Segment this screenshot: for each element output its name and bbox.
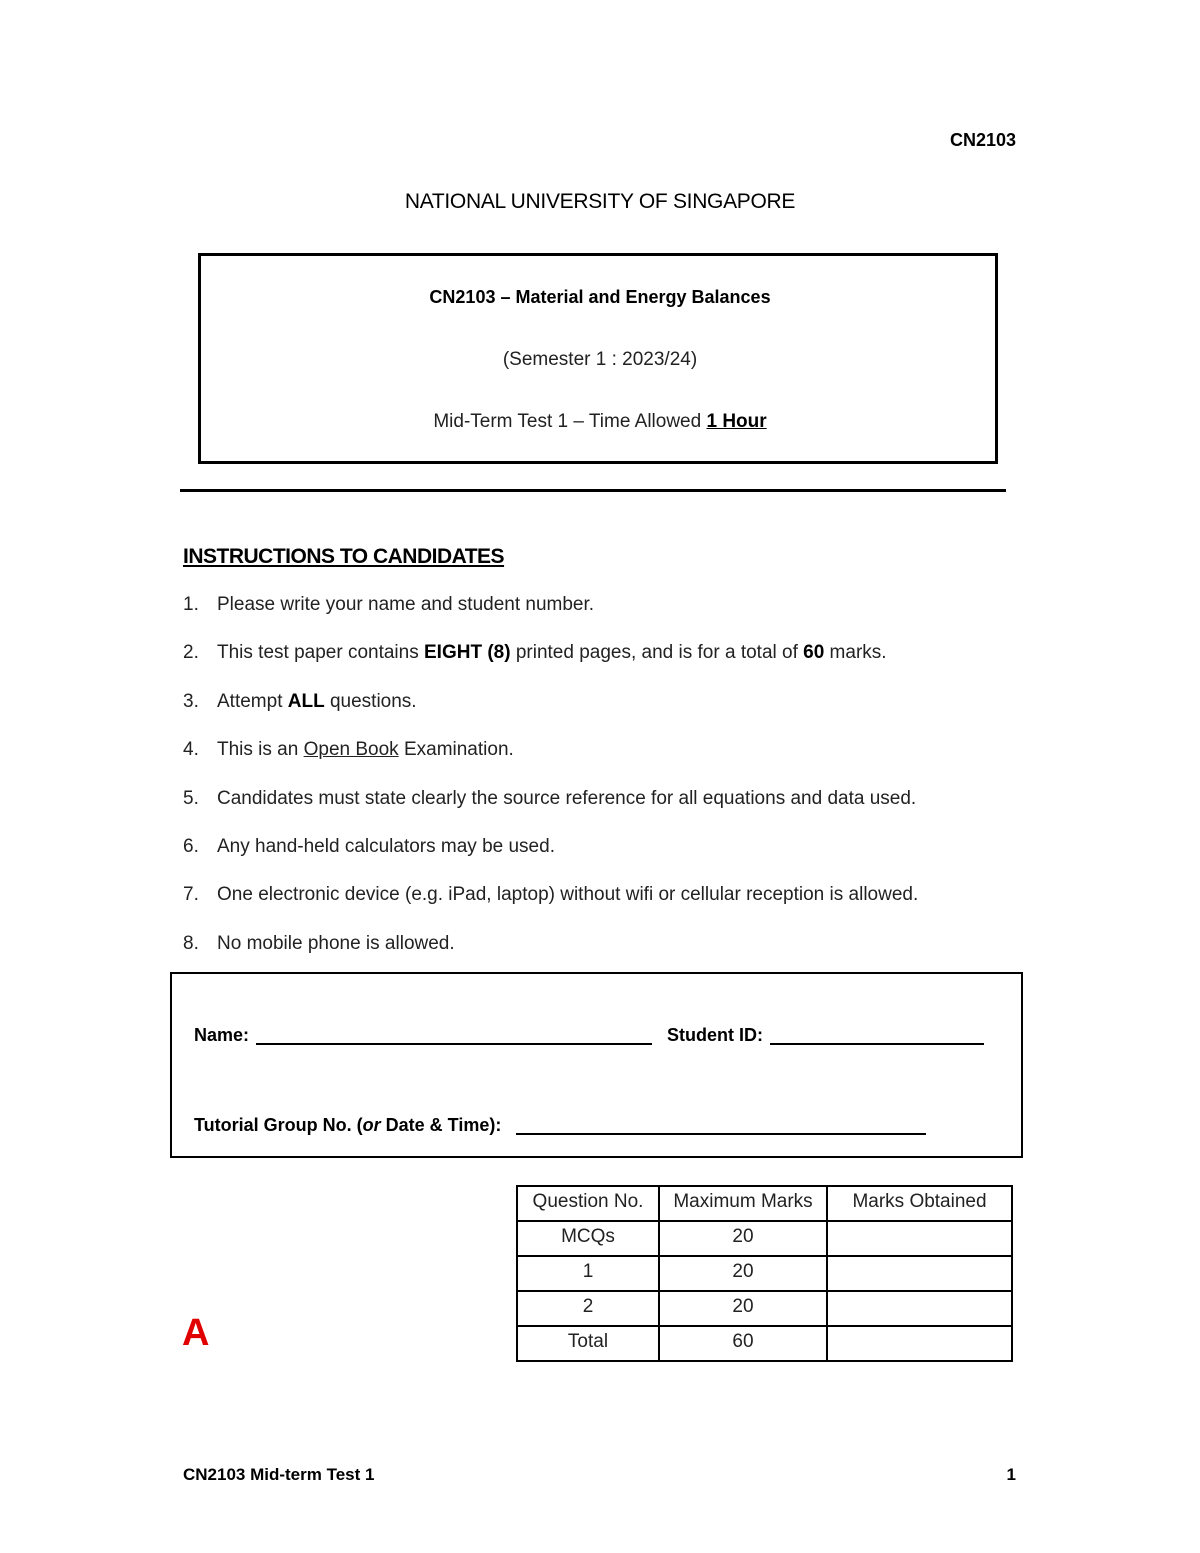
instruction-text: Examination. [398,739,514,761]
header-marks-obtained: Marks Obtained [827,1186,1012,1221]
total-obtained-cell[interactable] [827,1326,1012,1361]
footer-title: CN2103 Mid-term Test 1 [183,1465,375,1484]
test-duration [0,411,1200,433]
page-number: 1 [1006,1465,1016,1484]
test-duration-prefix: Mid-Term Test 1 – Time Allowed [433,411,707,432]
instruction-item [183,836,918,884]
instructions-heading: INSTRUCTIONS TO CANDIDATES [183,545,505,568]
question-cell: 2 [517,1291,659,1326]
instruction-text: This is an [217,739,304,761]
instruction-item [183,691,918,739]
max-marks-cell: 20 [659,1256,827,1291]
semester-label: (Semester 1 : 2023/24) [502,349,698,370]
total-max-marks-cell: 60 [659,1326,827,1361]
instruction-text: This test paper contains [217,642,424,664]
section-divider [180,489,1006,492]
student-id-label: Student ID: [667,1025,763,1045]
total-label-cell: Total [517,1326,659,1361]
instruction-text: questions. [324,690,417,712]
table-row [517,1256,1012,1291]
instruction-text: printed pages, and is for a total of [510,642,804,664]
instruction-item [183,739,918,787]
tutorial-or: or [362,1115,381,1135]
instruction-text: EIGHT (8) [424,642,511,664]
tutorial-prefix: Tutorial Group No. ( [194,1115,363,1135]
course-title: CN2103 – Material and Energy Balances [429,287,771,307]
student-id-field[interactable] [770,1043,984,1045]
university-title: NATIONAL UNIVERSITY OF SINGAPORE [404,190,796,213]
instruction-number: 8. [183,932,199,954]
instruction-number: 5. [183,787,199,809]
marks-table [516,1185,1013,1362]
course-code-header: CN2103 [949,130,1016,150]
instruction-item [183,884,918,932]
instruction-number: 7. [183,884,199,906]
name-field[interactable] [256,1043,652,1045]
marks-obtained-cell[interactable] [827,1221,1012,1256]
table-header-row [517,1186,1012,1221]
time-allowed: 1 Hour [706,411,767,432]
name-label: Name: [194,1025,250,1045]
instruction-text: 60 [803,642,825,664]
marks-obtained-cell[interactable] [827,1291,1012,1326]
instruction-item [183,788,918,836]
instruction-text: marks. [824,642,887,664]
max-marks-cell: 20 [659,1221,827,1256]
instruction-text: One electronic device (e.g. iPad, laptop) without wifi or cellular reception is allowed. [217,884,919,906]
paper-version-mark: A [182,1312,210,1354]
tutorial-group-field[interactable] [516,1133,926,1135]
max-marks-cell: 20 [659,1291,827,1326]
instructions-list [183,594,918,981]
question-cell: MCQs [517,1221,659,1256]
instruction-text: Candidates must state clearly the source reference for all equations and data used. [217,787,917,809]
instruction-text: Attempt [217,690,288,712]
marks-obtained-cell[interactable] [827,1256,1012,1291]
instruction-text: ALL [287,690,325,712]
instruction-text: Please write your name and student number. [217,594,595,615]
instruction-number: 1. [183,594,199,615]
table-row-total [517,1326,1012,1361]
instruction-text: No mobile phone is allowed. [217,932,455,954]
tutorial-group-label [194,1115,501,1136]
instruction-item [183,594,918,642]
instruction-text: Open Book [303,739,399,761]
table-row [517,1221,1012,1256]
table-row [517,1291,1012,1326]
instruction-item [183,642,918,690]
header-maximum-marks: Maximum Marks [659,1186,827,1221]
instruction-number: 2. [183,642,199,664]
instruction-number: 3. [183,690,199,712]
instruction-number: 6. [183,835,199,857]
question-cell: 1 [517,1256,659,1291]
header-question-no: Question No. [517,1186,659,1221]
instruction-text: Any hand-held calculators may be used. [217,835,555,857]
instruction-number: 4. [183,739,199,761]
tutorial-suffix: Date & Time): [380,1115,502,1135]
